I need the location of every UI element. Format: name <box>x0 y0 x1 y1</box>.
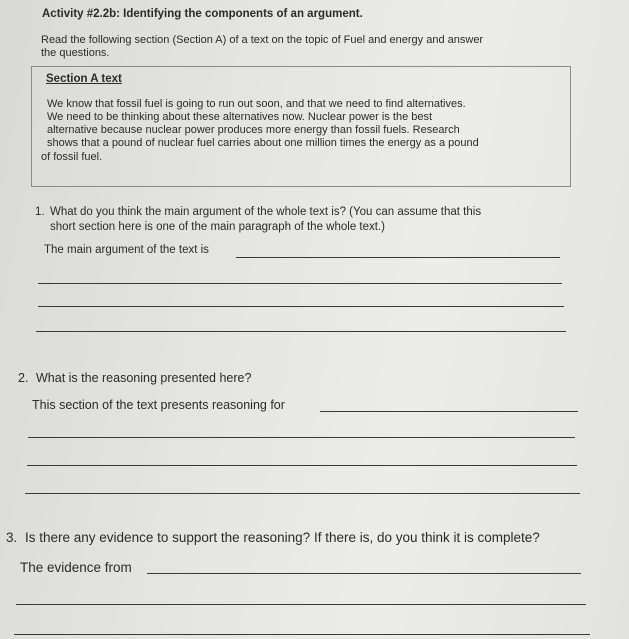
answer-line-2b[interactable] <box>28 437 575 438</box>
section-a-heading: Section A text <box>46 73 122 85</box>
instructions-line-2: the questions. <box>41 47 110 59</box>
section-a-line: of fossil fuel. <box>41 151 103 163</box>
question-3-text: Is there any evidence to support the reasoning? If there is, do you think it is complete? <box>25 530 540 545</box>
answer-line-3c[interactable] <box>14 634 590 635</box>
instructions-line-1: Read the following section (Section A) of a text on the topic of Fuel and energy and answer <box>41 34 484 46</box>
answer-line-3b[interactable] <box>16 604 586 605</box>
question-2-number: 2. <box>18 371 29 385</box>
answer-line-2[interactable] <box>320 411 578 412</box>
question-3-number: 3. <box>6 530 18 545</box>
answer-line-3[interactable] <box>147 573 581 574</box>
question-1-text: What do you think the main argument of the whole text is? (You can assume that this <box>50 206 482 218</box>
section-a-text-box <box>31 66 571 187</box>
question-2-prompt: This section of the text presents reasoning for <box>32 398 285 412</box>
answer-line-2c[interactable] <box>27 465 577 466</box>
question-2-text: What is the reasoning presented here? <box>36 371 252 385</box>
section-a-line: We know that fossil fuel is going to run out soon, and that we need to find alternatives. <box>47 98 466 110</box>
section-a-line: shows that a pound of nuclear fuel carries about one million times the energy as a pound <box>47 137 479 149</box>
answer-line-1[interactable] <box>236 257 560 258</box>
answer-line-1b[interactable] <box>38 283 562 284</box>
question-1-number: 1. <box>35 206 45 218</box>
section-a-line: We need to be thinking about these alternatives now. Nuclear power is the best <box>47 111 433 123</box>
activity-title: Activity #2.2b: Identifying the components of an argument. <box>42 8 363 20</box>
answer-line-1d[interactable] <box>36 331 566 332</box>
answer-line-1c[interactable] <box>38 306 564 307</box>
question-1-prompt: The main argument of the text is <box>44 244 209 256</box>
answer-line-2d[interactable] <box>25 493 580 494</box>
section-a-line: alternative because nuclear power produces more energy than fossil fuels. Research <box>47 124 460 136</box>
question-3-prompt: The evidence from <box>20 560 132 575</box>
question-1-text-continued: short section here is one of the main paragraph of the whole text.) <box>50 221 385 233</box>
